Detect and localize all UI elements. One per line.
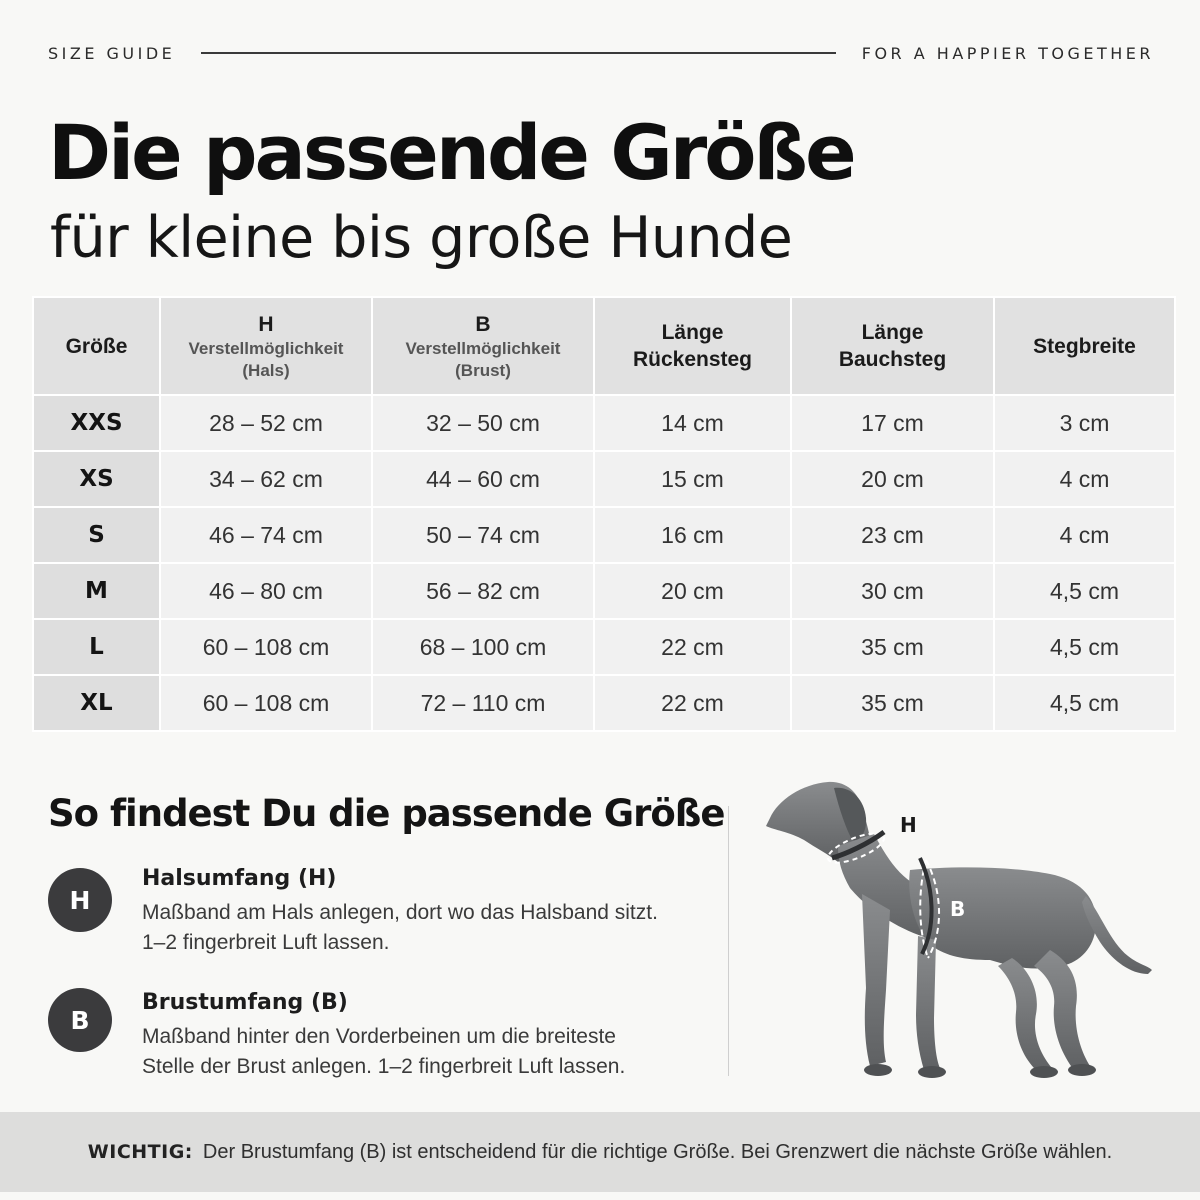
step-chest-text: Maßband hinter den Vorderbeinen um die breiteste Stelle der Brust anlegen. 1–2 fingerbreit Luft lassen. [142,1025,626,1078]
tagline-label: FOR A HAPPIER TOGETHER [861,43,1154,63]
chest-cell: 32 – 50 cm [372,395,594,451]
belly-strap-cell: 30 cm [791,563,994,619]
step-neck-text: Maßband am Hals anlegen, dort wo das Halsband sitzt. 1–2 fingerbreit Luft lassen. [142,901,658,954]
header-back-strap: Länge Rückensteg [594,297,791,395]
strap-width-cell: 4,5 cm [994,563,1175,619]
chest-cell: 56 – 82 cm [372,563,594,619]
neck-cell: 46 – 80 cm [160,563,372,619]
strap-width-cell: 4 cm [994,451,1175,507]
header-chest-sub: Verstellmöglichkeit (Brust) [405,338,561,380]
important-label: WICHTIG: [87,1141,193,1163]
howto-title: So findest Du die passende Größe [48,792,725,835]
page-subtitle: für kleine bis große Hunde [50,205,793,271]
belly-strap-cell: 20 cm [791,451,994,507]
header-belly-strap: Länge Bauchsteg [791,297,994,395]
dog-illustration [750,770,1170,1090]
table-row [33,451,1175,507]
neck-badge: H [48,868,112,932]
important-note-band [0,1112,1200,1192]
belly-strap-cell: 17 cm [791,395,994,451]
table-row [33,563,1175,619]
page-title: Die passende Größe [48,108,854,197]
strap-width-cell: 4 cm [994,507,1175,563]
header-strap-width: Stegbreite [994,297,1175,395]
back-strap-cell: 16 cm [594,507,791,563]
back-strap-cell: 22 cm [594,675,791,731]
size-cell: XS [33,451,160,507]
header-neck-sub: Verstellmöglichkeit (Hals) [188,338,344,380]
size-cell: S [33,507,160,563]
neck-cell: 34 – 62 cm [160,451,372,507]
header-neck: H Verstellmöglichkeit (Hals) [160,297,372,395]
back-strap-cell: 15 cm [594,451,791,507]
step-chest-title: Brustumfang (B) [142,990,348,1015]
chest-cell: 50 – 74 cm [372,507,594,563]
chest-cell: 68 – 100 cm [372,619,594,675]
section-divider [728,806,729,1076]
important-text: Der Brustumfang (B) ist entscheidend für die richtige Größe. Bei Grenzwert die nächste Größe wählen. [202,1140,1113,1163]
neck-cell: 28 – 52 cm [160,395,372,451]
size-table [32,296,1176,732]
chest-cell: 44 – 60 cm [372,451,594,507]
table-row [33,675,1175,731]
neck-cell: 60 – 108 cm [160,675,372,731]
chest-cell: 72 – 110 cm [372,675,594,731]
dog-silhouette [766,782,1152,1078]
strap-width-cell: 4,5 cm [994,619,1175,675]
header-chest: B Verstellmöglichkeit (Brust) [372,297,594,395]
size-cell: XL [33,675,160,731]
chest-label: B [950,897,966,921]
size-cell: M [33,563,160,619]
size-guide-label: SIZE GUIDE [48,43,176,63]
back-strap-cell: 22 cm [594,619,791,675]
size-cell: XXS [33,395,160,451]
table-row [33,395,1175,451]
neck-cell: 46 – 74 cm [160,507,372,563]
table-header-row [33,297,1175,395]
belly-strap-cell: 35 cm [791,675,994,731]
belly-strap-cell: 23 cm [791,507,994,563]
neck-label: H [900,813,917,837]
belly-strap-cell: 35 cm [791,619,994,675]
step-neck-title: Halsumfang (H) [142,866,337,891]
table-row [33,507,1175,563]
strap-width-cell: 3 cm [994,395,1175,451]
table-row [33,619,1175,675]
chest-badge: B [48,988,112,1052]
back-strap-cell: 14 cm [594,395,791,451]
neck-cell: 60 – 108 cm [160,619,372,675]
back-strap-cell: 20 cm [594,563,791,619]
header-divider [201,52,835,54]
top-bar [48,40,1154,66]
size-cell: L [33,619,160,675]
header-groesse: Größe [33,297,160,395]
strap-width-cell: 4,5 cm [994,675,1175,731]
